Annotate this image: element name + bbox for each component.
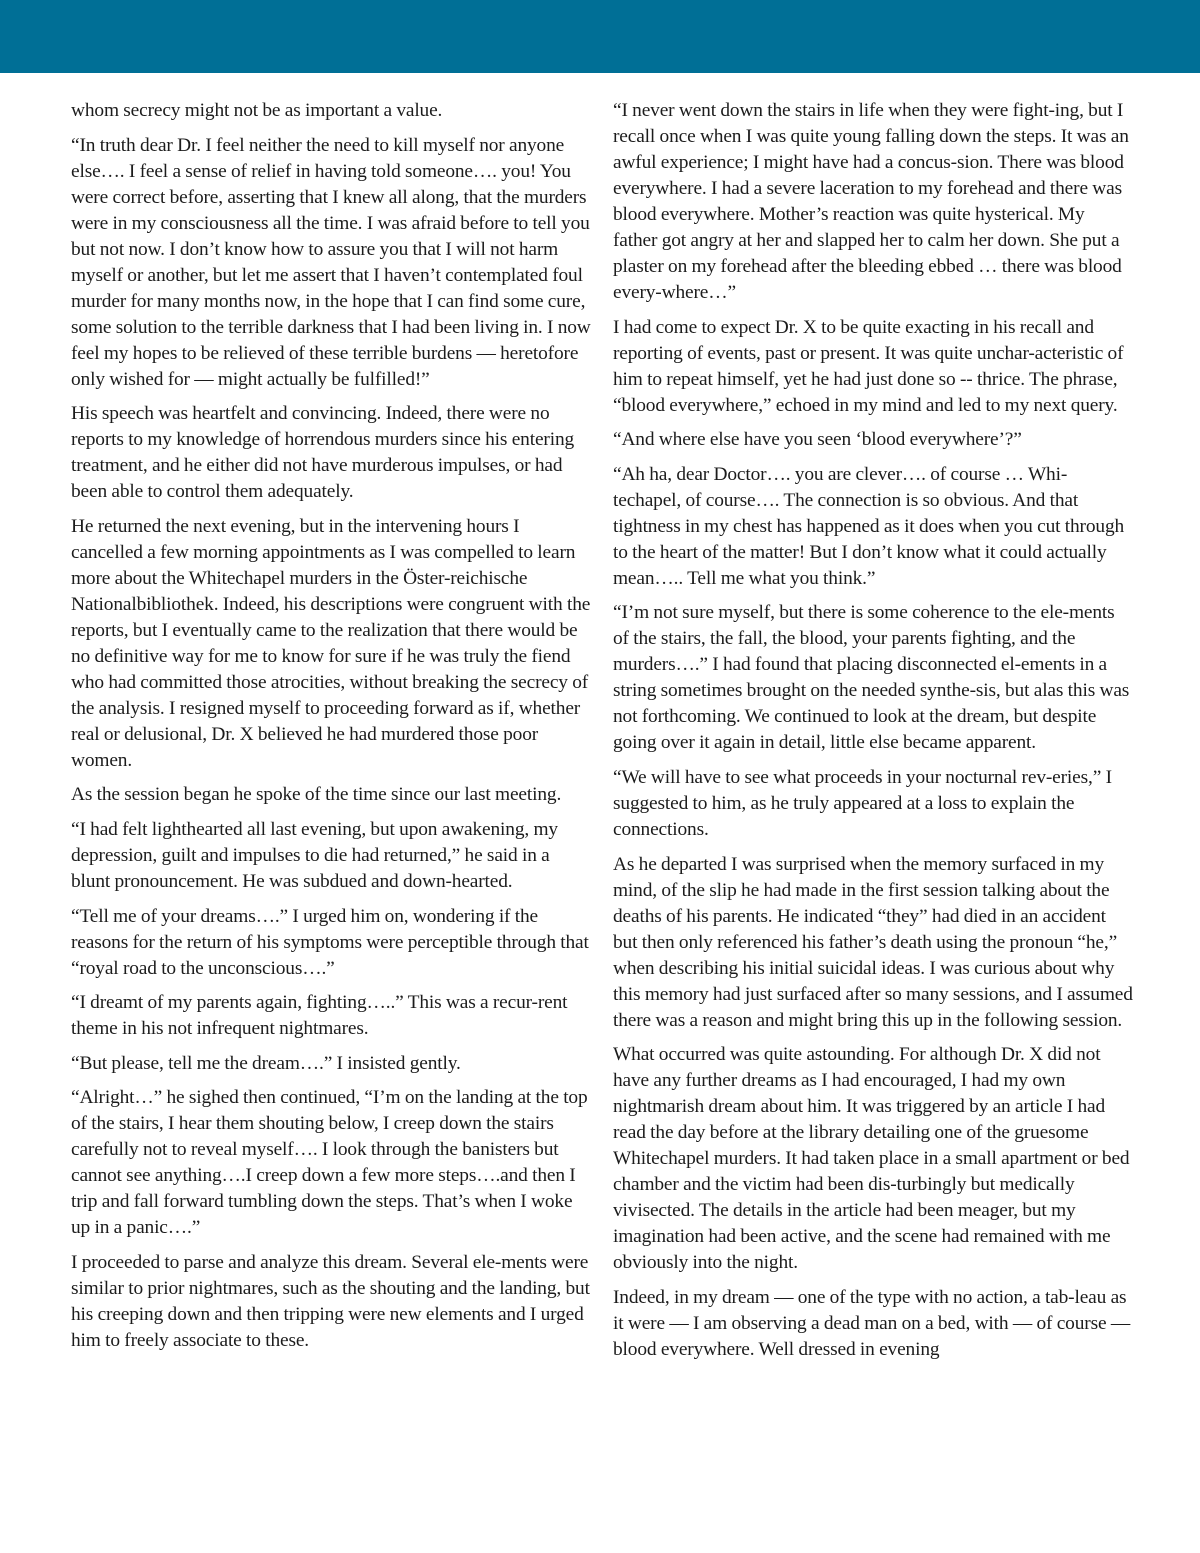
paragraph: “Tell me of your dreams….” I urged him on, wondering if the reasons for the return of his symptoms were perceptible through that “royal road to the unconscious….” bbox=[71, 905, 589, 979]
paragraph: “But please, tell me the dream….” I insisted gently. bbox=[71, 1052, 461, 1074]
paragraph: whom secrecy might not be as important a value. bbox=[71, 100, 443, 121]
right-text-column bbox=[613, 98, 1133, 1371]
paragraph: “Ah ha, dear Doctor…. you are clever…. of course … Whi-techapel, of course…. The connection is so obvious. And that tightness in my chest has happened as it does when you cut through to the heart of the matter! But I don’t know what it could actually mean….. Tell me what you think.” bbox=[613, 463, 1125, 589]
paragraph: What occurred was quite astounding. For although Dr. X did not have any further dreams as I had encouraged, I had my own nightmarish dream about him. It was triggered by an article I had read the day before at the library detailing one of the gruesome Whitechapel murders. It had taken place in a small apartment or bed chamber and the victim had been dis-turbingly but medically vivisected. The details in the article had been meager, but my imagination had been active, and the scene had remained with me obviously into the night. bbox=[613, 1044, 1130, 1274]
paragraph: I proceeded to parse and analyze this dream. Several ele-ments were similar to prior nightmares, such as the shouting and the landing, but his creeping down and then tripping were new elements and I urged him to freely associate to these. bbox=[71, 1251, 590, 1351]
paragraph: “Alright…” he sighed then continued, “I’m on the landing at the top of the stairs, I hear them shouting below, I creep down the stairs carefully not to reveal myself…. I look through the banisters but cannot see anything….I creep down a few more steps….and then I trip and fall forward tumbling down the steps. That’s when I woke up in a panic….” bbox=[71, 1087, 588, 1239]
paragraph: As he departed I was surprised when the memory surfaced in my mind, of the slip he had made in the first session talking about the deaths of his parents. He indicated “they” had died in an accident but then only referenced his father’s death using the pronoun “he,” when describing his initial suicidal ideas. I was curious about why this memory had just surfaced after so many sessions, and I assumed there was a reason and might bring this up in the following session. bbox=[613, 853, 1133, 1031]
paragraph: I had come to expect Dr. X to be quite exacting in his recall and reporting of events, past or present. It was quite unchar-acteristic of him to repeat himself, yet he had just done so -- thrice. The phrase, “blood everywhere,” echoed in my mind and led to my next query. bbox=[613, 316, 1124, 416]
paragraph: His speech was heartfelt and convincing. Indeed, there were no reports to my knowledge of horrendous murders since his entering treatment, and he either did not have murderous impulses, or had been able to control them adequately. bbox=[71, 403, 575, 503]
paragraph: “I’m not sure myself, but there is some coherence to the ele-ments of the stairs, the fall, the blood, your parents fighting, and the murders….” I had found that placing disconnected el-ements in a string sometimes brought on the needed synthe-sis, but alas this was not forthcoming. We continued to look at the dream, but despite going over it again in detail, little else became apparent. bbox=[613, 602, 1130, 754]
left-text-column bbox=[71, 98, 591, 1363]
header-band bbox=[0, 0, 1200, 73]
paragraph: “In truth dear Dr. I feel neither the need to kill myself nor anyone else…. I feel a sense of relief in having told someone…. you! You were correct before, asserting that I knew all along, that the murders were in my consciousness all the time. I was afraid before to tell you but not now. I don’t know how to assure you that I will not harm myself or another, but let me assert that I haven’t contemplated foul murder for many months now, in the hope that I can find some cure, some solution to the terrible darkness that I had been living in. I now feel my hopes to be relieved of these terrible burdens — heretofore only wished for — might actually be fulfilled!” bbox=[71, 134, 591, 390]
paragraph: As the session began he spoke of the time since our last meeting. bbox=[71, 784, 562, 806]
paragraph: “I dreamt of my parents again, fighting…..” This was a recur-rent theme in his not infrequent nightmares. bbox=[71, 992, 568, 1040]
paragraph: “And where else have you seen ‘blood everywhere’?” bbox=[613, 429, 1022, 451]
paragraph: Indeed, in my dream — one of the type with no action, a tab-leau as it were — I am observing a dead man on a bed, with — of course — blood everywhere. Well dressed in evening bbox=[613, 1286, 1131, 1360]
paragraph: “I never went down the stairs in life when they were fight-ing, but I recall once when I was quite young falling down the steps. It was an awful experience; I might have had a concus-sion. There was blood everywhere. I had a severe laceration to my forehead and there was blood everywhere. Mother’s reaction was quite hysterical. My father got angry at her and slapped her to calm her down. She put a plaster on my forehead after the bleeding ebbed … there was blood every-where…” bbox=[613, 100, 1129, 303]
paragraph: He returned the next evening, but in the intervening hours I cancelled a few morning appointments as I was compelled to learn more about the Whitechapel murders in the Öster-reichische Nationalbibliothek. Indeed, his descriptions were congruent with the reports, but I eventually came to the realization that there would be no definitive way for me to know for sure if he was truly the fiend who had committed those atrocities, without breaking the secrecy of the analysis. I resigned myself to proceeding forward as if, whether real or delusional, Dr. X believed he had murdered those poor women. bbox=[71, 515, 591, 771]
paragraph: “We will have to see what proceeds in your nocturnal rev-eries,” I suggested to him, as he truly appeared at a loss to explain the connections. bbox=[613, 766, 1112, 840]
paragraph: “I had felt lighthearted all last evening, but upon awakening, my depression, guilt and impulses to die had returned,” he said in a blunt pronouncement. He was subdued and down-hearted. bbox=[71, 818, 558, 892]
